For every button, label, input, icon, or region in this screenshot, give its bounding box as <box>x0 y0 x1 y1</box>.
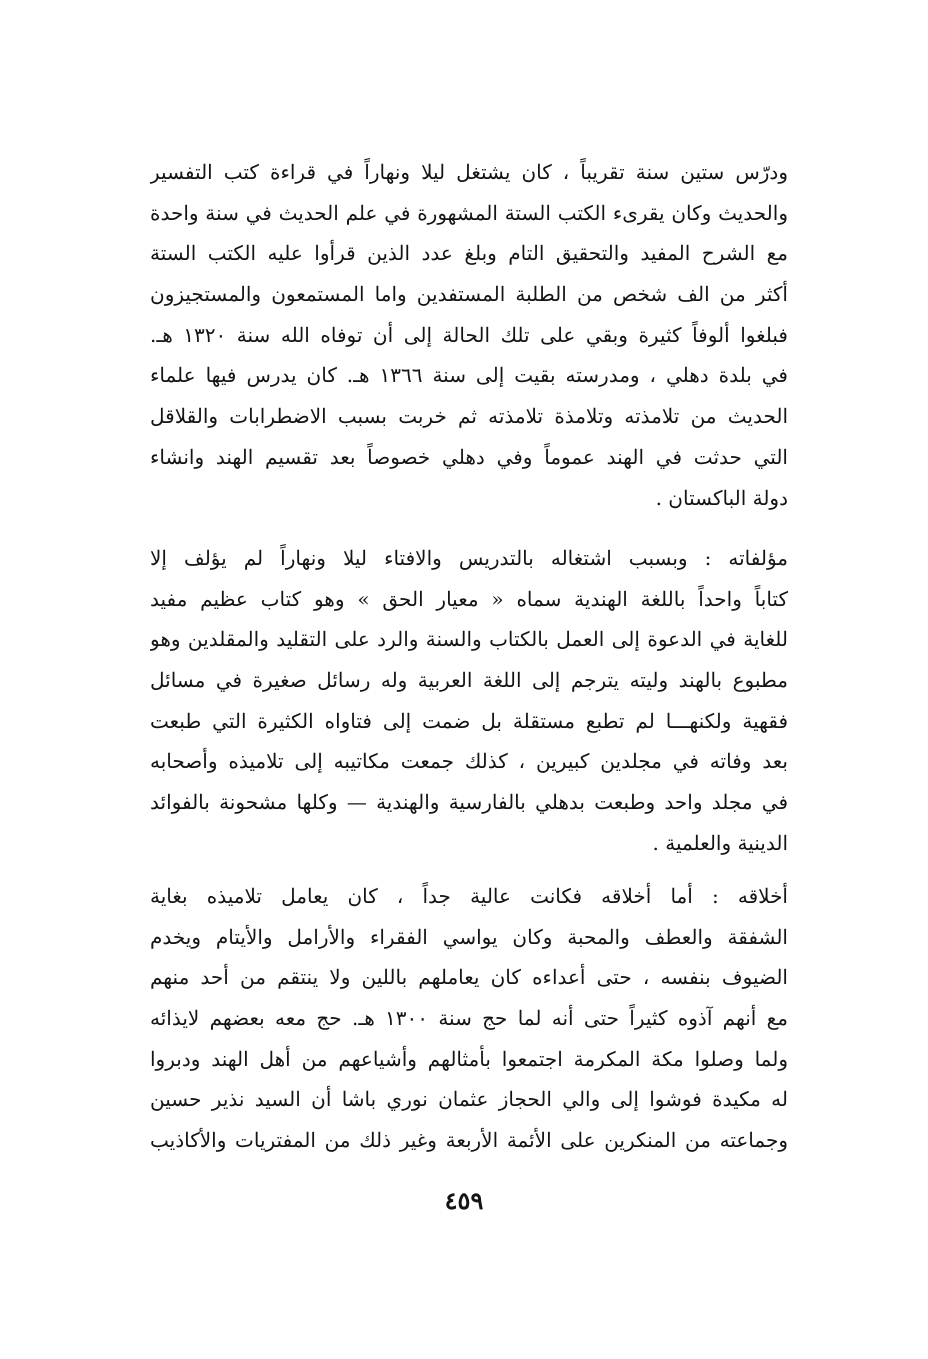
text-line: دولة الباكستان . <box>655 485 788 510</box>
text-line: مطبوع بالهند وليته يترجم إلى اللغة العربية وله رسائل صغيرة في مسائل <box>150 668 788 693</box>
text-line: أكثر من الف شخص من الطلبة المستفدين واما المستمعون والمستجيزون <box>150 282 788 307</box>
text-line: فقهية ولكنهـــا لم تطبع مستقلة بل ضمت إلى فتاواه الكثيرة التي طبعت <box>150 708 788 733</box>
text-line: فبلغوا ألوفاً كثيرة وبقي على تلك الحالة إلى أن توفاه الله سنة ١٣٢٠ هـ. <box>150 322 788 347</box>
text-line: الشفقة والعطف والمحبة وكان يواسي الفقراء والأرامل والأيتام ويخدم <box>150 924 788 949</box>
text-line: بعد وفاته في مجلدين كبيرين ، كذلك جمعت مكاتيبه إلى تلاميذه وأصحابه <box>150 749 788 774</box>
text-line: في بلدة دهلي ، ومدرسته بقيت إلى سنة ١٣٦٦ هـ. كان يدرس فيها علماء <box>150 363 788 388</box>
text-line: له مكيدة فوشوا إلى والي الحجاز عثمان نوري باشا أن السيد نذير حسين <box>150 1087 788 1112</box>
text-line: في مجلد واحد وطبعت بدهلي بالفارسية والهندية — وكلها مشحونة بالفوائد <box>150 790 788 815</box>
text-line: التي حدثت في الهند عموماً وفي دهلي خصوصاً بعد تقسيم الهند وانشاء <box>150 444 788 469</box>
paragraph-biography <box>150 152 788 518</box>
paragraph-works <box>150 538 788 864</box>
text-line: الضيوف بنفسه ، حتى أعداءه كان يعاملهم باللين ولا ينتقم من أحد منهم <box>150 965 788 990</box>
text-line: للغاية في الدعوة إلى العمل بالكتاب والسنة والرد على التقليد والمقلدين وهو <box>150 627 788 652</box>
text-line: مؤلفاته : وبسبب اشتغاله بالتدريس والافتاء ليلا ونهاراً لم يؤلف إلا <box>150 546 788 570</box>
text-line: الدينية والعلمية . <box>652 830 788 855</box>
text-line: ودرّس ستين سنة تقريباً ، كان يشتغل ليلا ونهاراً في قراءة كتب التفسير <box>150 160 788 184</box>
page-number: ٤٥٩ <box>444 1186 484 1215</box>
text-line: ولما وصلوا مكة المكرمة اجتمعوا بأمثالهم وأشياعهم من أهل الهند ودبروا <box>150 1046 788 1071</box>
text-line: أخلاقه : أما أخلاقه فكانت عالية جداً ، كان يعامل تلاميذه بغاية <box>150 884 788 908</box>
text-line: كتاباً واحداً باللغة الهندية سماه « معيار الحق » وهو كتاب عظيم مفيد <box>150 586 788 611</box>
text-line: مع أنهم آذوه كثيراً حتى أنه لما حج سنة ١٣٠٠ هـ. حج معه بعضهم لايذائه <box>150 1006 788 1031</box>
paragraph-character <box>150 876 788 1161</box>
text-line: والحديث وكان يقرىء الكتب الستة المشهورة في علم الحديث في سنة واحدة <box>150 200 788 225</box>
text-line: مع الشرح المفيد والتحقيق التام وبلغ عدد الذين قرأوا عليه الكتب الستة <box>150 241 788 266</box>
text-line: وجماعته من المنكرين على الأئمة الأربعة وغير ذلك من المفتريات والأكاذيب <box>150 1128 788 1153</box>
text-line: الحديث من تلامذته وتلامذة تلامذته ثم خربت بسبب الاضطرابات والقلاقل <box>150 404 788 429</box>
